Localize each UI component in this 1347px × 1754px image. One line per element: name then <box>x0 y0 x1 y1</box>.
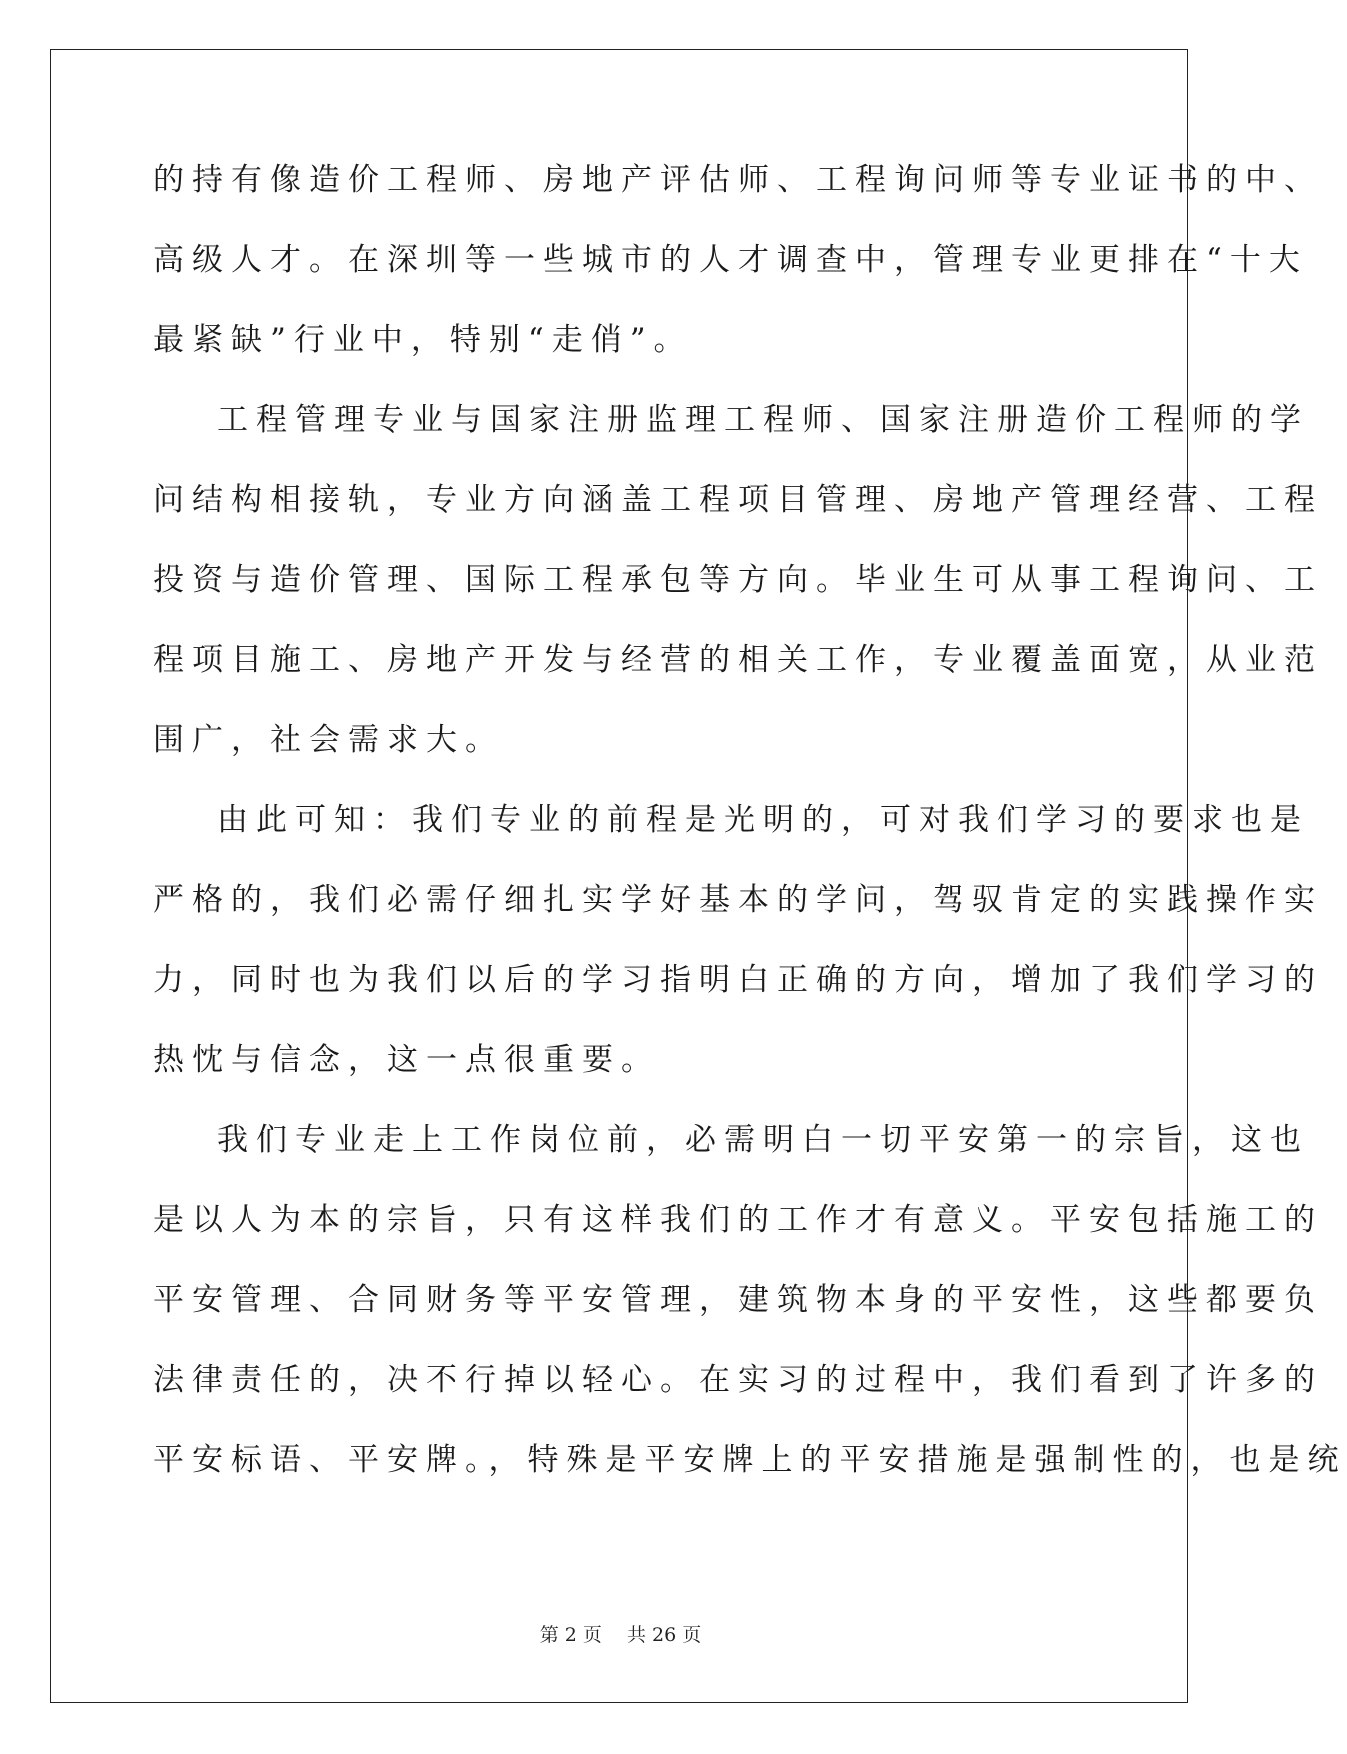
document-body <box>153 157 1347 1517</box>
text-line: 最紧缺”行业中，特别“走俏”。 <box>153 322 693 358</box>
text-line: 问结构相接轨，专业方向涵盖工程项目管理、房地产管理经营、工程 <box>153 482 1323 518</box>
text-line: 法律责任的，决不行掉以轻心。在实习的过程中，我们看到了许多的 <box>153 1362 1323 1398</box>
text-line: 平安标语、平安牌。，特殊是平安牌上的平安措施是强制性的，也是统 <box>153 1442 1347 1478</box>
text-line: 围广，社会需求大。 <box>153 722 504 758</box>
text-line: 是以人为本的宗旨，只有这样我们的工作才有意义。平安包括施工的 <box>153 1202 1323 1238</box>
text-line: 高级人才。在深圳等一些城市的人才调查中，管理专业更排在“十大 <box>153 242 1308 278</box>
paragraph-first-line: 我们专业走上工作岗位前，必需明白一切平安第一的宗旨，这也 <box>217 1122 1309 1158</box>
text-line: 程项目施工、房地产开发与经营的相关工作，专业覆盖面宽，从业范 <box>153 642 1323 678</box>
page-number-footer: 第 2 页 共 26 页 <box>539 1624 702 1646</box>
text-line: 的持有像造价工程师、房地产评估师、工程询问师等专业证书的中、 <box>153 162 1323 198</box>
paragraph-first-line: 由此可知：我们专业的前程是光明的，可对我们学习的要求也是 <box>217 802 1309 838</box>
text-line: 投资与造价管理、国际工程承包等方向。毕业生可从事工程询问、工 <box>153 562 1323 598</box>
paragraph-first-line: 工程管理专业与国家注册监理工程师、国家注册造价工程师的学 <box>217 402 1309 438</box>
text-line: 严格的，我们必需仔细扎实学好基本的学问，驾驭肯定的实践操作实 <box>153 882 1323 918</box>
text-line: 力，同时也为我们以后的学习指明白正确的方向，增加了我们学习的 <box>153 962 1323 998</box>
text-line: 热忱与信念，这一点很重要。 <box>153 1042 660 1078</box>
text-line: 平安管理、合同财务等平安管理，建筑物本身的平安性，这些都要负 <box>153 1282 1323 1318</box>
